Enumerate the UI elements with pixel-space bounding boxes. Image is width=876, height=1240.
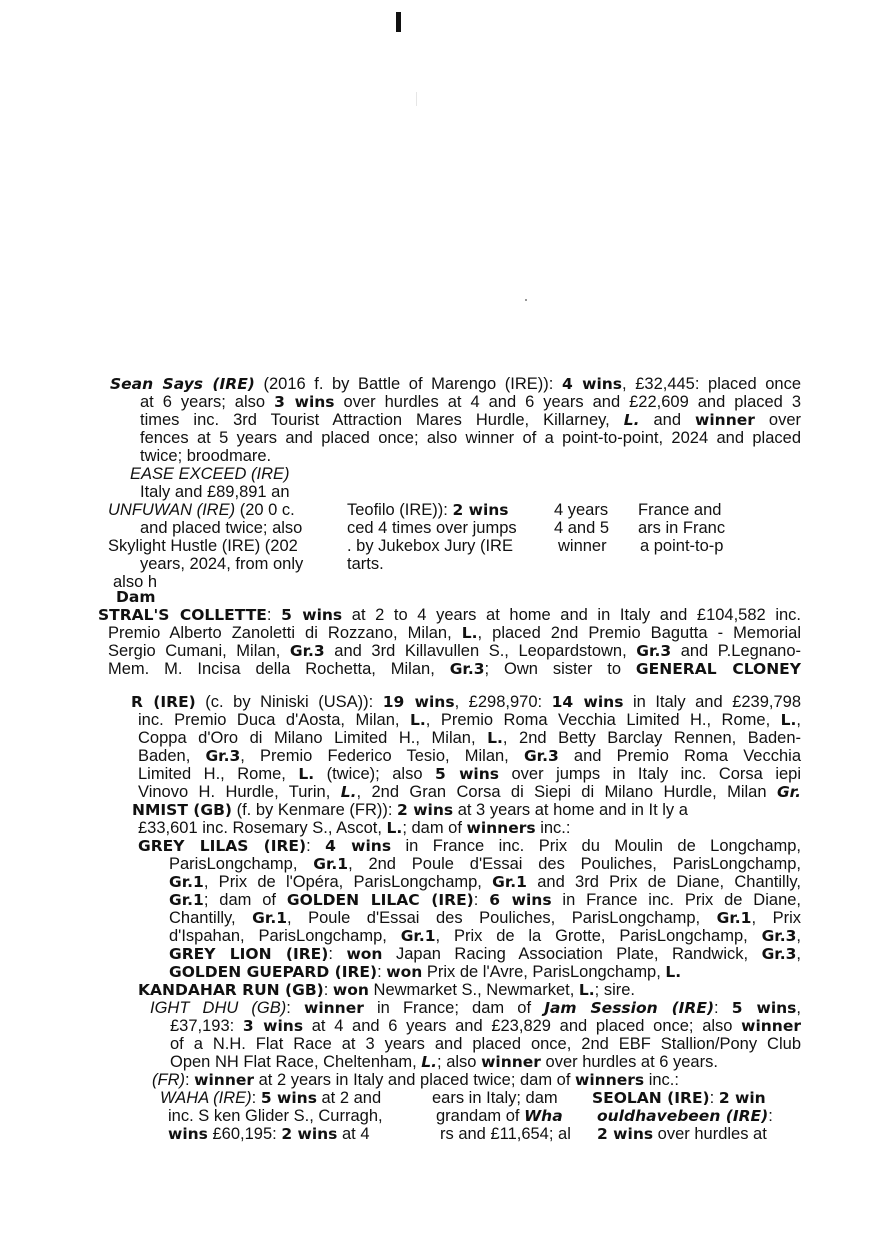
horse-name: R (IRE) xyxy=(131,693,196,711)
italy-fragment: Italy and £89,891 an xyxy=(140,483,290,501)
text: inc.: xyxy=(535,819,571,837)
wins: 5 wins xyxy=(281,606,343,624)
text: (f. by Kenmare (FR)): xyxy=(232,801,398,819)
grey-line-1 xyxy=(138,837,801,855)
text: at 2 and xyxy=(316,1089,382,1107)
wins: 3 wins xyxy=(274,393,335,411)
text: d'Ispahan, ParisLongchamp, xyxy=(169,927,401,945)
text: £60,195: xyxy=(207,1125,282,1143)
winners: winners xyxy=(466,819,536,837)
text: : xyxy=(266,606,282,624)
text: : xyxy=(377,963,387,981)
winners: winners xyxy=(575,1071,645,1089)
horse-name: UNFUWAN (IRE) xyxy=(108,501,236,519)
grey-line-7 xyxy=(169,945,801,963)
horse-name: GOLDEN GUEPARD (IRE) xyxy=(169,963,378,981)
col3-line-1: 4 years xyxy=(554,501,609,519)
horse-name: Sean Says (IRE) xyxy=(110,375,255,393)
text: ; sire. xyxy=(594,981,636,999)
wins: 2 wins xyxy=(397,801,454,819)
text: Teofilo (IRE)): xyxy=(347,501,453,519)
wins: 5 wins xyxy=(260,1089,317,1107)
text: : xyxy=(709,1089,719,1107)
sean-line-1 xyxy=(110,375,801,393)
sean-line-2 xyxy=(140,393,801,411)
col4-line-1: France and xyxy=(638,501,722,519)
grade: Gr.3 xyxy=(523,747,559,765)
text: : xyxy=(184,1071,195,1089)
grade: L. xyxy=(461,624,478,642)
text: inc. Premio Duca d'Aosta, Milan, xyxy=(138,711,410,729)
bottom-col1-line-2: inc. S ken Glider S., Curragh, xyxy=(168,1107,383,1125)
text: : xyxy=(306,837,326,855)
grade: Gr.1 xyxy=(169,891,204,909)
dam-line-4 xyxy=(108,660,801,678)
text: Newmarket S., Newmarket, xyxy=(368,981,579,999)
wins: 5 wins xyxy=(435,765,499,783)
kandahar-line xyxy=(138,981,635,999)
page-mark xyxy=(396,12,401,32)
text: : xyxy=(714,999,732,1017)
dam-heading: Dam xyxy=(116,588,156,606)
horse-name: STRAL'S COLLETTE xyxy=(98,606,267,624)
grade: L. xyxy=(298,765,315,783)
grade: Gr.1 xyxy=(400,927,436,945)
text: : xyxy=(286,999,304,1017)
text: in France inc. Prix de Diane, xyxy=(551,891,802,909)
text: Open NH Flat Race, Cheltenham, xyxy=(170,1053,422,1071)
bottom-col3-line-3 xyxy=(597,1125,767,1143)
text: , Premio Federico Tesio, Milan, xyxy=(240,747,524,765)
text: , xyxy=(796,711,801,729)
text: and 3rd Prix de Diane, Chantilly, xyxy=(526,873,801,891)
grade: L. xyxy=(386,819,403,837)
text: , Premio Roma Vecchia Limited H., Rome, xyxy=(425,711,781,729)
ight-line-2 xyxy=(170,1017,801,1035)
grade: L. xyxy=(487,729,503,747)
winner: winner xyxy=(304,999,364,1017)
text: , xyxy=(796,999,802,1017)
horse-name: GREY LION (IRE) xyxy=(169,945,329,963)
text: over hurdles at 6 years. xyxy=(540,1053,718,1071)
horse-name: KANDAHAR RUN (GB) xyxy=(138,981,324,999)
text: inc.: xyxy=(644,1071,679,1089)
horse-name: Jam Session (IRE) xyxy=(544,999,715,1017)
text: at 6 years; also xyxy=(140,393,275,411)
text: and P.Legnano- xyxy=(671,642,801,660)
col2-line-2: ced 4 times over jumps xyxy=(347,519,517,537)
text: ; dam of xyxy=(402,819,467,837)
wins: 6 wins xyxy=(489,891,552,909)
text: over hurdles at 4 and 6 years and £22,609 and placed 3 xyxy=(334,393,802,411)
ight-line-1 xyxy=(150,999,801,1017)
text: , 2nd Betty Barclay Rennen, Baden- xyxy=(502,729,801,747)
wins: 3 wins xyxy=(242,1017,304,1035)
grade: Gr.1 xyxy=(492,873,527,891)
ight-line-3: of a N.H. Flat Race at 3 years and placed once, 2nd EBF Stallion/Pony Club xyxy=(170,1035,801,1053)
dam-line-3 xyxy=(108,642,801,660)
col1-line-1 xyxy=(108,501,295,519)
dam-line-2 xyxy=(108,624,801,642)
grade: L. xyxy=(780,711,797,729)
wins: 14 wins xyxy=(551,693,624,711)
wins: 4 wins xyxy=(325,837,392,855)
grade: Gr.3 xyxy=(449,660,485,678)
text: at 2 to 4 years at home and in Italy and £104,582 inc. xyxy=(342,606,801,624)
text: Coppa d'Oro di Milano Limited H., Milan, xyxy=(138,729,488,747)
grade: Gr. xyxy=(776,783,801,801)
col2-line-3: . by Jukebox Jury (IRE xyxy=(347,537,513,555)
col4-line-3: a point-to-p xyxy=(640,537,724,555)
text: and xyxy=(639,411,696,429)
text: , Prix xyxy=(751,909,801,927)
text: , xyxy=(796,927,802,945)
bottom-col2-line-2 xyxy=(436,1107,563,1125)
grade: Gr.3 xyxy=(761,945,797,963)
text: at 4 and 6 years and £23,829 and placed once; also xyxy=(303,1017,742,1035)
scan-artifact xyxy=(416,92,417,106)
text: in France inc. Prix du Moulin de Longchamp, xyxy=(391,837,801,855)
text: ; dam of xyxy=(203,891,287,909)
text: , 2nd Gran Corsa di Siepi di Milano Hurdle, Milan xyxy=(356,783,777,801)
sire2-line-2 xyxy=(138,711,801,729)
winner: winner xyxy=(194,1071,255,1089)
col1-line-4: years, 2024, from only xyxy=(140,555,304,573)
text: at 4 xyxy=(337,1125,370,1143)
text: over hurdles at xyxy=(653,1125,767,1143)
wins: 5 wins xyxy=(731,999,797,1017)
ight-line-4 xyxy=(170,1053,718,1071)
text: , Poule d'Essai des Pouliches, ParisLongchamp, xyxy=(287,909,717,927)
grade: L. xyxy=(409,711,426,729)
text: Premio Alberto Zanoletti di Rozzano, Milan, xyxy=(108,624,462,642)
bottom-col1-line-1 xyxy=(160,1089,381,1107)
col1-line-3: Skylight Hustle (IRE) (202 xyxy=(108,537,298,555)
text: at 3 years at home and in It ly a xyxy=(453,801,688,819)
horse-name: GOLDEN LILAC (IRE) xyxy=(286,891,474,909)
horse-name: SEOLAN (IRE) xyxy=(592,1089,710,1107)
grade: Gr.1 xyxy=(169,873,204,891)
bottom-col1-line-3 xyxy=(168,1125,370,1143)
grade: Gr.1 xyxy=(716,909,752,927)
grade: L. xyxy=(578,981,595,999)
winner: winner xyxy=(481,1053,541,1071)
text: in France; dam of xyxy=(363,999,545,1017)
text: (20 0 c. xyxy=(235,501,295,519)
text: , £32,445: placed once xyxy=(622,375,801,393)
grade: Gr.3 xyxy=(205,747,241,765)
grandam-line-1 xyxy=(132,801,688,819)
grade: L. xyxy=(421,1053,438,1071)
sean-line-3 xyxy=(140,411,801,429)
grey-line-3 xyxy=(169,873,801,891)
sire2-line-6 xyxy=(138,783,801,801)
text: grandam of xyxy=(436,1107,525,1125)
text: over xyxy=(754,411,802,429)
text: : xyxy=(473,891,490,909)
sire2-line-3 xyxy=(138,729,801,747)
wins: 2 wins xyxy=(452,501,509,519)
text: : xyxy=(328,945,347,963)
text: Vinovo H. Hurdle, Turin, xyxy=(138,783,341,801)
text: and 3rd Killavullen S., Leopardstown, xyxy=(324,642,637,660)
text: , 2nd Poule d'Essai des Pouliches, ParisLongchamp, xyxy=(348,855,801,873)
text: , placed 2nd Premio Bagutta - Memorial xyxy=(477,624,801,642)
text: Limited H., Rome, xyxy=(138,765,299,783)
wins: 4 wins xyxy=(561,375,623,393)
scan-speck xyxy=(525,299,527,301)
grade: Gr.3 xyxy=(289,642,325,660)
horse-name: NMIST (GB) xyxy=(132,801,233,819)
text: Japan Racing Association Plate, Randwick, xyxy=(382,945,762,963)
col1-line-2: and placed twice; also xyxy=(140,519,303,537)
text: £33,601 inc. Rosemary S., Ascot, xyxy=(138,819,387,837)
grey-line-5 xyxy=(169,909,801,927)
wins: 2 win xyxy=(718,1089,766,1107)
grade: Gr.1 xyxy=(313,855,349,873)
won: won xyxy=(346,945,383,963)
text: at 2 years in Italy and placed twice; dam of xyxy=(254,1071,576,1089)
text: ParisLongchamp, xyxy=(169,855,314,873)
col3-line-2: 4 and 5 xyxy=(554,519,610,537)
col1-line-5: also h xyxy=(113,573,158,591)
wins: 19 wins xyxy=(382,693,455,711)
sire2-line-5 xyxy=(138,765,801,783)
ease-exceed: EASE EXCEED (IRE) xyxy=(130,465,290,483)
fr-line xyxy=(152,1071,679,1089)
bottom-col3-line-1 xyxy=(592,1089,766,1107)
text: Mem. M. Incisa della Rochetta, Milan, xyxy=(108,660,450,678)
horse-name: IGHT DHU (GB) xyxy=(150,999,287,1017)
text: : xyxy=(251,1089,261,1107)
grandam-line-2 xyxy=(138,819,570,837)
text: ; Own sister to xyxy=(484,660,636,678)
horse-name: Wha xyxy=(524,1107,563,1125)
sean-line-5: twice; broodmare. xyxy=(140,447,272,465)
wins: 2 wins xyxy=(281,1125,338,1143)
col3-line-3: winner xyxy=(558,537,607,555)
text: Chantilly, xyxy=(169,909,253,927)
text: ; also xyxy=(437,1053,482,1071)
text: , Prix de la Grotte, ParisLongchamp, xyxy=(435,927,762,945)
text: in Italy and £239,798 xyxy=(623,693,802,711)
wins: wins xyxy=(168,1125,208,1143)
winner: winner xyxy=(695,411,755,429)
horse-name: GREY LILAS (IRE) xyxy=(138,837,307,855)
text: , £298,970: xyxy=(454,693,552,711)
text: (twice); also xyxy=(314,765,436,783)
text: Sergio Cumani, Milan, xyxy=(108,642,290,660)
horse-name: GENERAL CLONEY xyxy=(635,660,801,678)
text: : xyxy=(323,981,333,999)
winner: winner xyxy=(741,1017,801,1035)
grade: L. xyxy=(665,963,682,981)
wins: 2 wins xyxy=(597,1125,654,1143)
grade: L. xyxy=(623,411,640,429)
text: : xyxy=(768,1107,773,1125)
text: times inc. 3rd Tourist Attraction Mares Hurdle, Killarney, xyxy=(140,411,624,429)
sean-line-4: fences at 5 years and placed once; also winner of a point-to-point, 2024 and placed xyxy=(140,429,801,447)
dam-line-1 xyxy=(98,606,801,624)
won: won xyxy=(332,981,369,999)
text: (2016 f. by Battle of Marengo (IRE)): xyxy=(254,375,562,393)
col4-line-2: ars in Franc xyxy=(638,519,726,537)
won: won xyxy=(386,963,423,981)
grade: Gr.3 xyxy=(761,927,797,945)
sire2-line-4 xyxy=(138,747,801,765)
grey-line-8 xyxy=(169,963,681,981)
text: , Prix de l'Opéra, ParisLongchamp, xyxy=(203,873,493,891)
text: Baden, xyxy=(138,747,206,765)
col2-line-4: tarts. xyxy=(347,555,384,573)
grade: Gr.3 xyxy=(636,642,672,660)
horse-name: ouldhavebeen (IRE) xyxy=(597,1107,769,1125)
bottom-col3-line-2 xyxy=(597,1107,773,1125)
text: over jumps in Italy inc. Corsa iepi xyxy=(499,765,802,783)
text: , xyxy=(796,945,802,963)
text: Prix de l'Avre, ParisLongchamp, xyxy=(422,963,666,981)
grade: Gr.1 xyxy=(252,909,287,927)
horse-name: WAHA (IRE) xyxy=(160,1089,252,1107)
bottom-col2-line-3: rs and £11,654; al xyxy=(440,1125,571,1143)
text: £37,193: xyxy=(170,1017,243,1035)
grey-line-6 xyxy=(169,927,801,945)
grey-line-2 xyxy=(169,855,801,873)
text: (c. by Niniski (USA)): xyxy=(195,693,383,711)
col2-line-1 xyxy=(347,501,509,519)
grade: L. xyxy=(340,783,357,801)
grey-line-4 xyxy=(169,891,801,909)
bottom-col2-line-1: ears in Italy; dam xyxy=(432,1089,558,1107)
horse-name: (FR) xyxy=(152,1071,185,1089)
sire2-line-1 xyxy=(131,693,801,711)
text: and Premio Roma Vecchia xyxy=(558,747,801,765)
